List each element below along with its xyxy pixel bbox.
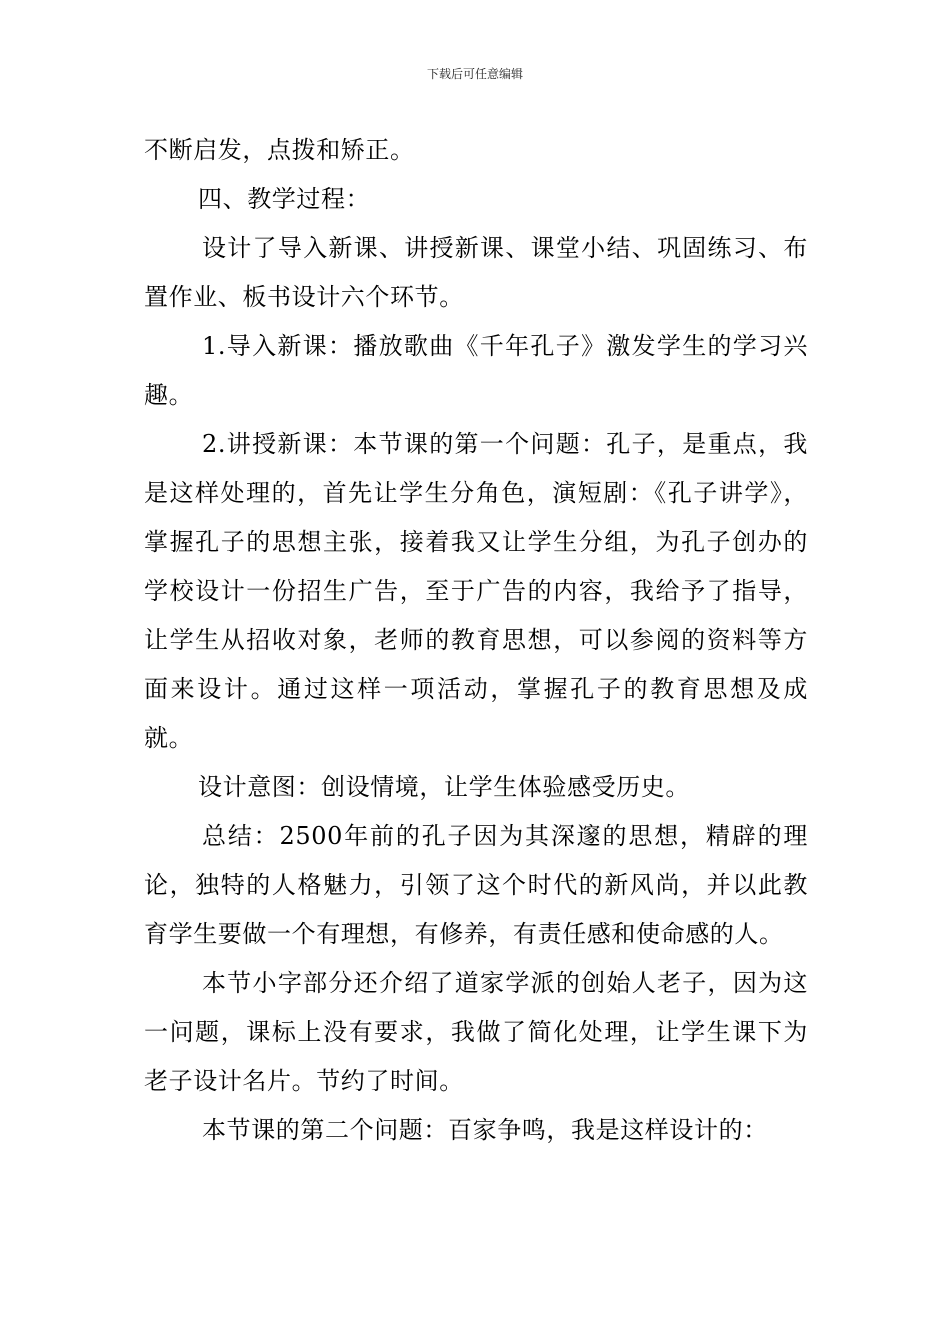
- paragraph-laozi: 本节小字部分还介绍了道家学派的创始人老子，因为这一问题，课标上没有要求，我做了简化处理，让学生课下为老子设计名片。节约了时间。: [144, 969, 808, 1095]
- paragraph-continuation: 不断启发，点拨和矫正。: [144, 136, 415, 164]
- paragraph-summary: 总结：2500年前的孔子因为其深邃的思想，精辟的理论，独特的人格魅力，引领了这个时代的新风尚，并以此教育学生要做一个有理想，有修养，有责任感和使命感的人。: [144, 822, 808, 948]
- paragraph-teach-new-lesson: 2.讲授新课：本节课的第一个问题：孔子，是重点，我是这样处理的，首先让学生分角色，演短剧：《孔子讲学》，掌握孔子的思想主张，接着我又让学生分组，为孔子创办的学校设计一份招生广告，至于广告的内容，我给予了指导，让学生从招收对象，老师的教育思想，可以参阅的资料等方面来设计。通过这样一项活动，掌握孔子的教育思想及成就。: [144, 430, 808, 752]
- paragraph-second-question: 本节课的第二个问题：百家争鸣，我是这样设计的：: [202, 1116, 768, 1144]
- page-header: 下载后可任意编辑: [426, 67, 523, 81]
- paragraph-six-steps: 设计了导入新课、讲授新课、课堂小结、巩固练习、布置作业、板书设计六个环节。: [144, 234, 808, 311]
- section-heading-teaching-process: 四、教学过程：: [198, 185, 371, 213]
- paragraph-design-intent: 设计意图：创设情境，让学生体验感受历史。: [198, 773, 690, 801]
- paragraph-intro-new-lesson: 1.导入新课：播放歌曲《千年孔子》激发学生的学习兴趣。: [144, 332, 808, 409]
- document-body: [144, 126, 808, 1155]
